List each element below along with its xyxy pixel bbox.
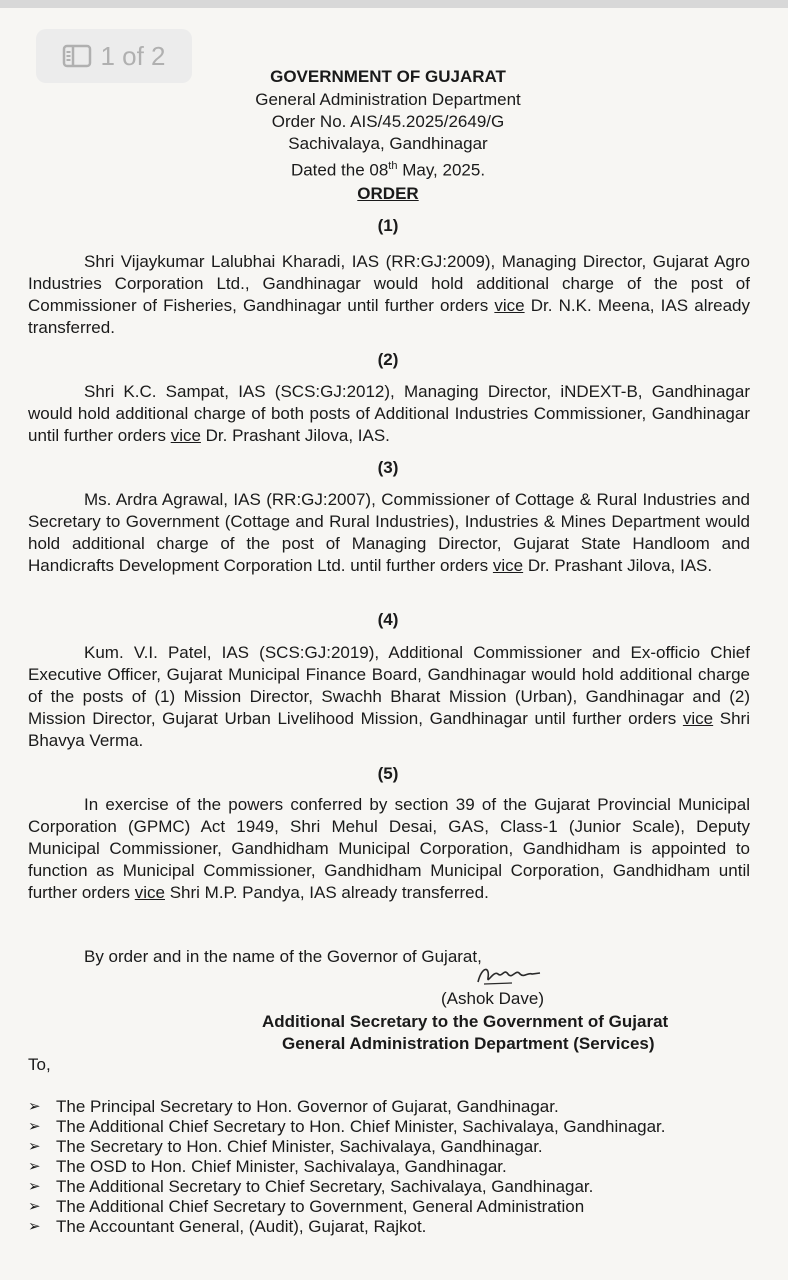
paragraph-text-end: Shri Bhavya Verma.	[28, 709, 750, 750]
signatory-office: General Administration Department (Services)	[282, 1034, 655, 1053]
order-place: Sachivalaya, Gandhinagar	[288, 134, 488, 153]
list-item	[28, 1117, 666, 1137]
arrowhead-bullet-icon: ➢	[28, 1138, 41, 1155]
recipient-list	[28, 1097, 666, 1237]
vice-term: vice	[682, 709, 714, 728]
order-paragraph	[28, 381, 750, 447]
arrowhead-bullet-icon: ➢	[28, 1198, 41, 1215]
section-number: (1)	[377, 216, 399, 235]
order-date-suffix: May, 2025.	[397, 160, 486, 180]
paragraph-text-end: Dr. Prashant Jilova, IAS.	[523, 556, 713, 575]
government-title: GOVERNMENT OF GUJARAT	[270, 67, 506, 86]
order-paragraph	[28, 489, 750, 577]
section-number: (5)	[377, 764, 399, 783]
arrowhead-bullet-icon: ➢	[28, 1178, 41, 1195]
arrowhead-bullet-icon: ➢	[28, 1118, 41, 1135]
arrowhead-bullet-icon: ➢	[28, 1098, 41, 1115]
page-indicator-text: 1 of 2	[100, 40, 166, 71]
paragraph-text: Ms. Ardra Agrawal, IAS (RR:GJ:2007), Commissioner of Cottage & Rural Industries and Secretary to Government (Cottage and Rural Industries), Industries & Mines Department would hold additional charge of the post of Managing Director, Gujarat State Handloom and Handicrafts Development Corporation Ltd. until further orders	[28, 490, 750, 575]
paragraph-text: Shri Vijaykumar Lalubhai Kharadi, IAS (RR:GJ:2009), Managing Director, Gujarat Agro Industries Corporation Ltd., Gandhinagar would hold additional charge of the post of Commissioner of Fisheries, Gandhinagar until further orders	[28, 252, 750, 315]
section-number: (2)	[377, 350, 399, 369]
recipient-text: The Principal Secretary to Hon. Governor of Gujarat, Gandhinagar.	[56, 1097, 559, 1116]
list-item	[28, 1097, 666, 1117]
recipient-text: The Additional Secretary to Chief Secretary, Sachivalaya, Gandhinagar.	[56, 1177, 594, 1196]
arrowhead-bullet-icon: ➢	[28, 1218, 41, 1235]
list-item	[28, 1157, 666, 1177]
section-number: (4)	[377, 610, 399, 629]
by-order-line: By order and in the name of the Governor of Gujarat,	[84, 947, 482, 966]
paragraph-text: In exercise of the powers conferred by section 39 of the Gujarat Provincial Municipal Corporation (GPMC) Act 1949, Shri Mehul Desai, GAS, Class-1 (Junior Scale), Deputy Municipal Commissioner, Gandhidham Municipal Corporation, Gandhidham is appointed to function as Municipal Commissioner, Gandhidham Municipal Corporation, Gandhidham until further orders	[28, 795, 750, 902]
signatory-name: (Ashok Dave)	[441, 989, 544, 1008]
recipient-text: The Additional Chief Secretary to Hon. Chief Minister, Sachivalaya, Gandhinagar.	[56, 1117, 666, 1136]
recipient-text: The Additional Chief Secretary to Government, General Administration	[56, 1197, 585, 1216]
order-date-sup: th	[388, 160, 398, 172]
order-number: Order No. AIS/45.2025/2649/G	[271, 112, 505, 131]
to-label: To,	[28, 1055, 51, 1074]
order-date-prefix: Dated the 08	[290, 160, 389, 180]
list-item	[28, 1217, 666, 1237]
order-paragraph	[28, 794, 750, 904]
recipient-text: The Accountant General, (Audit), Gujarat, Rajkot.	[56, 1217, 427, 1236]
order-date	[0, 155, 776, 182]
vice-term: vice	[134, 883, 165, 902]
vice-term: vice	[492, 556, 524, 575]
section-number: (3)	[377, 458, 399, 477]
order-title: ORDER	[357, 184, 419, 203]
vice-term: vice	[170, 426, 201, 445]
paragraph-text-end: Shri M.P. Pandya, IAS already transferred.	[165, 883, 489, 902]
recipient-text: The Secretary to Hon. Chief Minister, Sachivalaya, Gandhinagar.	[56, 1137, 543, 1156]
list-item	[28, 1197, 666, 1217]
department-name: General Administration Department	[255, 90, 521, 109]
paragraph-text-end: Dr. Prashant Jilova, IAS.	[200, 426, 390, 445]
order-paragraph	[28, 251, 750, 339]
paragraph-text-end: Dr. N.K. Meena, IAS already transferred.	[28, 296, 750, 337]
order-paragraph	[28, 642, 750, 752]
recipient-text: The OSD to Hon. Chief Minister, Sachivalaya, Gandhinagar.	[56, 1157, 507, 1176]
signatory-designation: Additional Secretary to the Government of Gujarat	[262, 1012, 669, 1031]
paragraph-text: Kum. V.I. Patel, IAS (SCS:GJ:2019), Additional Commissioner and Ex-officio Chief Executive Officer, Gujarat Municipal Finance Board, Gandhinagar would hold additional charge of the posts of (1) Mission Director, Swachh Bharat Mission (Urban), Gandhinagar and (2) Mission Director, Gujarat Urban Livelihood Mission, Gandhinagar until further orders	[28, 643, 750, 728]
list-item	[28, 1177, 666, 1197]
arrowhead-bullet-icon: ➢	[28, 1158, 41, 1175]
list-item	[28, 1137, 666, 1157]
paragraph-text: Shri K.C. Sampat, IAS (SCS:GJ:2012), Managing Director, iNDEXT-B, Gandhinagar would hold additional charge of both posts of Additional Industries Commissioner, Gandhinagar until further orders	[28, 382, 750, 445]
vice-term: vice	[494, 296, 525, 315]
